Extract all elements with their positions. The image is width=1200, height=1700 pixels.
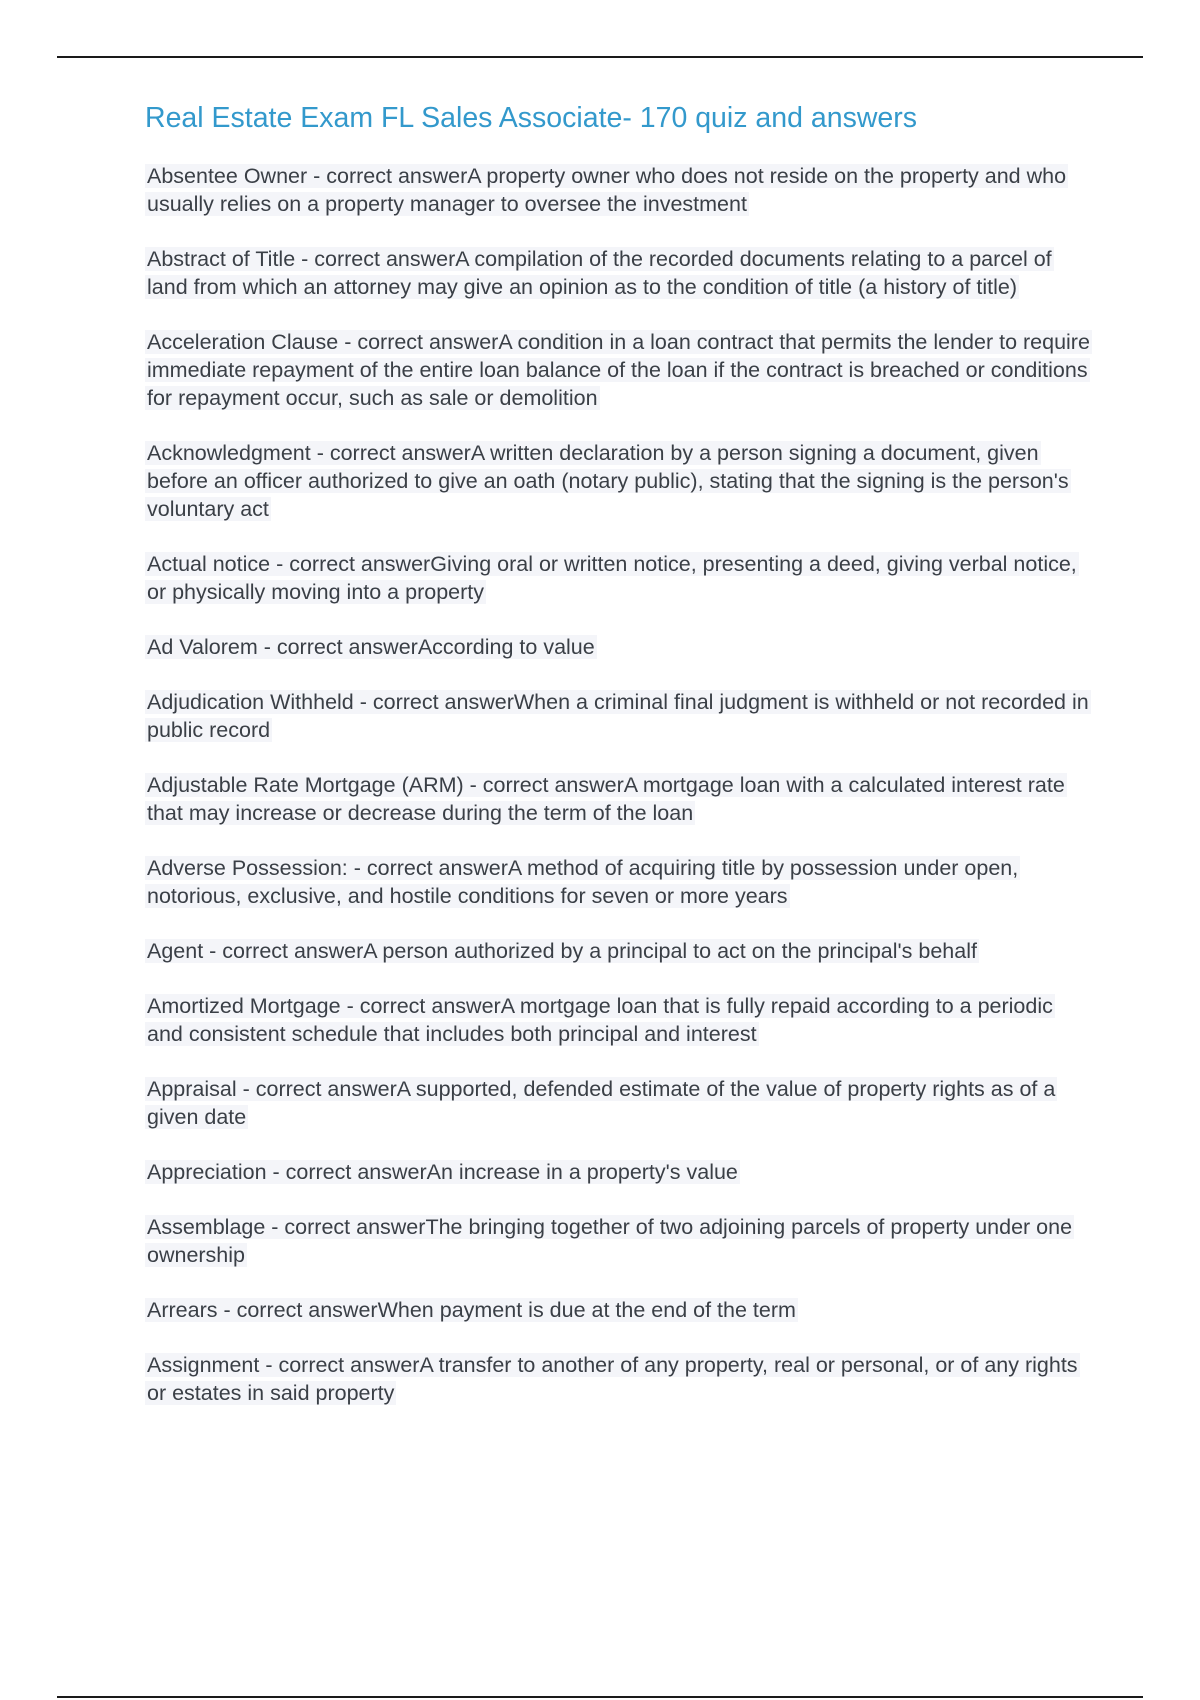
- entry-text: [145, 690, 1091, 742]
- entry-text: [145, 1298, 798, 1322]
- entry-text: [145, 330, 1092, 410]
- glossary-entry: [145, 162, 1090, 218]
- entry-answer: According to value: [417, 635, 595, 659]
- entry-answer: A method of acquiring title by possession under open, notorious, exclusive, and hostile conditions for seven or more years: [147, 856, 1019, 908]
- entry-answer: The bringing together of two adjoining parcels of property under one ownership: [147, 1215, 1073, 1267]
- entry-term: Abstract of Title: [147, 247, 296, 271]
- glossary-entry: [145, 1351, 1090, 1407]
- entry-term: Adjustable Rate Mortgage (ARM): [147, 773, 464, 797]
- entry-separator: - correct answer: [353, 690, 514, 714]
- entry-text: [145, 247, 1054, 299]
- glossary-entry: [145, 937, 1090, 965]
- glossary-entry: [145, 633, 1090, 661]
- entry-text: [145, 856, 1020, 908]
- document-title: Real Estate Exam FL Sales Associate- 170 quiz and answers: [145, 102, 918, 134]
- entry-separator: - correct answer: [266, 1160, 427, 1184]
- entry-term: Acknowledgment: [147, 441, 311, 465]
- entry-text: [145, 773, 1067, 825]
- entry-term: Appraisal: [147, 1077, 237, 1101]
- entry-answer: A mortgage loan with a calculated interest rate that may increase or decrease during the term of the loan: [147, 773, 1065, 825]
- glossary-entry: [145, 439, 1090, 523]
- entry-answer: A condition in a loan contract that permits the lender to require immediate repayment of the entire loan balance of the loan if the contract is breached or conditions for repayment occur, such as sale or demolition: [147, 330, 1090, 410]
- entry-answer: A mortgage loan that is fully repaid according to a periodic and consistent schedule that includes both principal and interest: [147, 994, 1053, 1046]
- entry-separator: - correct answer: [338, 330, 499, 354]
- glossary-entry: [145, 1158, 1090, 1186]
- entry-separator: - correct answer: [295, 247, 456, 271]
- entry-separator: - correct answer: [257, 635, 418, 659]
- top-rule: [57, 56, 1143, 58]
- glossary-entry: [145, 550, 1090, 606]
- glossary-entry: [145, 328, 1090, 412]
- entry-text: [145, 1215, 1074, 1267]
- entry-text: [145, 635, 597, 659]
- entry-text: [145, 994, 1055, 1046]
- entry-term: Absentee Owner: [147, 164, 308, 188]
- entry-separator: - correct answer: [310, 441, 471, 465]
- entry-text: [145, 1353, 1080, 1405]
- entry-text: [145, 164, 1068, 216]
- entry-text: [145, 1077, 1057, 1129]
- glossary-entry: [145, 688, 1090, 744]
- glossary-entry: [145, 1213, 1090, 1269]
- entry-answer: A supported, defended estimate of the value of property rights as of a given date: [147, 1077, 1056, 1129]
- entry-answer: A written declaration by a person signing a document, given before an officer authorized to give an oath (notary public), stating that the signing is the person's voluntary act: [147, 441, 1069, 521]
- entry-separator: - correct answer: [203, 939, 364, 963]
- entry-term: Appreciation: [147, 1160, 267, 1184]
- entry-separator: - correct answer: [340, 994, 501, 1018]
- entry-separator: - correct answer: [265, 1215, 426, 1239]
- entry-term: Agent: [147, 939, 204, 963]
- entry-term: Acceleration Clause: [147, 330, 339, 354]
- entry-answer: A transfer to another of any property, real or personal, or of any rights or estates in said property: [147, 1353, 1078, 1405]
- entry-term: Adjudication Withheld: [147, 690, 354, 714]
- glossary-entry: [145, 1296, 1090, 1324]
- entry-separator: - correct answer: [463, 773, 624, 797]
- glossary-entry: [145, 245, 1090, 301]
- entry-term: Actual notice: [147, 552, 271, 576]
- entry-term: Adverse Possession:: [147, 856, 348, 880]
- entry-answer: A person authorized by a principal to act on the principal's behalf: [363, 939, 977, 963]
- document-content: [145, 98, 1090, 1434]
- glossary-entry: [145, 992, 1090, 1048]
- entry-text: [145, 441, 1071, 521]
- entry-text: [145, 1160, 740, 1184]
- entry-answer: A property owner who does not reside on the property and who usually relies on a property manager to oversee the investment: [147, 164, 1067, 216]
- bottom-rule: [57, 1696, 1143, 1698]
- glossary-entry: [145, 1075, 1090, 1131]
- entry-separator: - correct answer: [270, 552, 431, 576]
- entry-text: [145, 939, 979, 963]
- glossary-entry: [145, 771, 1090, 827]
- entry-answer: A compilation of the recorded documents relating to a parcel of land from which an attorney may give an opinion as to the condition of title (a history of title): [147, 247, 1052, 299]
- entry-separator: - correct answer: [259, 1353, 420, 1377]
- entry-term: Assignment: [147, 1353, 260, 1377]
- entry-answer: Giving oral or written notice, presenting a deed, giving verbal notice, or physically moving into a property: [147, 552, 1077, 604]
- entry-term: Ad Valorem: [147, 635, 258, 659]
- glossary-list: [145, 162, 1090, 1407]
- entry-answer: An increase in a property's value: [426, 1160, 738, 1184]
- entry-separator: - correct answer: [307, 164, 468, 188]
- entry-answer: When a criminal final judgment is withheld or not recorded in public record: [147, 690, 1089, 742]
- entry-term: Assemblage: [147, 1215, 266, 1239]
- entry-separator: - correct answer: [347, 856, 508, 880]
- glossary-entry: [145, 854, 1090, 910]
- entry-answer: When payment is due at the end of the term: [377, 1298, 796, 1322]
- entry-term: Amortized Mortgage: [147, 994, 341, 1018]
- entry-separator: - correct answer: [236, 1077, 397, 1101]
- entry-separator: - correct answer: [217, 1298, 378, 1322]
- entry-text: [145, 552, 1079, 604]
- entry-term: Arrears: [147, 1298, 218, 1322]
